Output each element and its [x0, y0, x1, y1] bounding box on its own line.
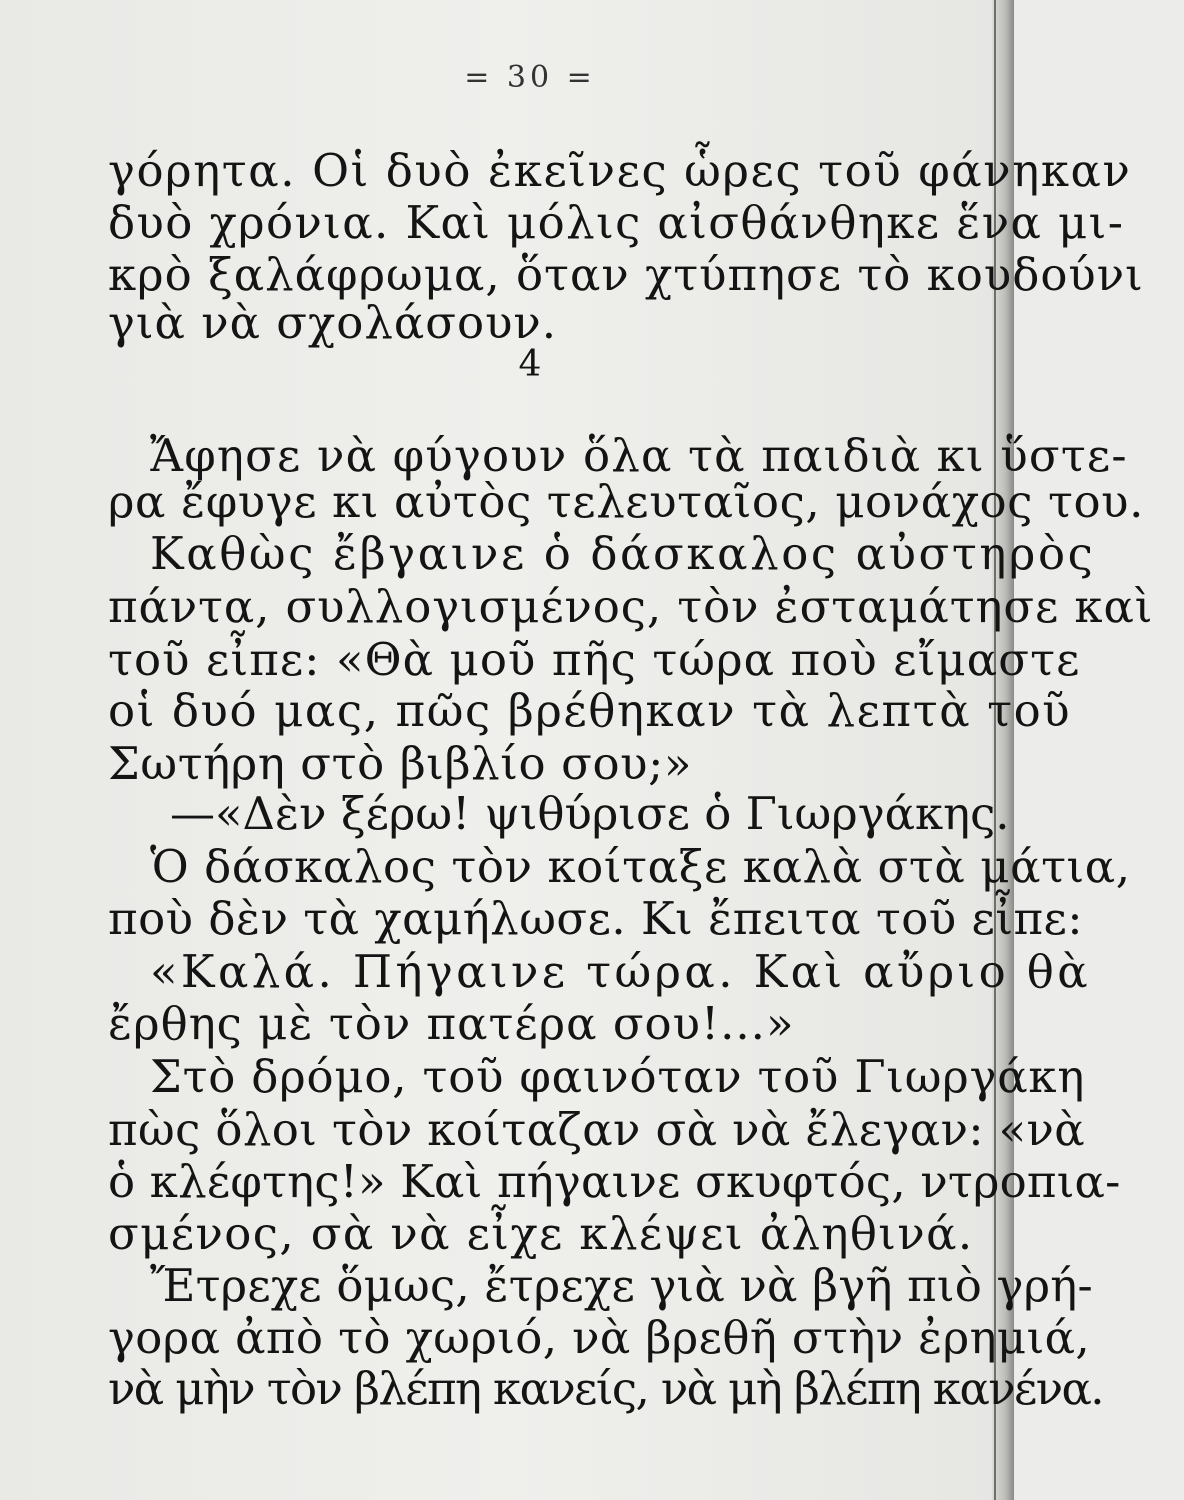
- text-line: —«Δὲν ξέρω! ψιθύρισε ὁ Γιωργάκης.: [170, 787, 1010, 840]
- page-number: = 30 =: [464, 60, 596, 95]
- text-line: οἱ δυό μας, πῶς βρέθηκαν τὰ λεπτὰ τοῦ: [108, 684, 1072, 737]
- text-line: πὼς ὅλοι τὸν κοίταζαν σὰ νὰ ἔλεγαν: «νὰ: [108, 1103, 1086, 1156]
- text-line: Ἔτρεχε ὅμως, ἔτρεχε γιὰ νὰ βγῆ πιὸ γρή-: [150, 1259, 1093, 1312]
- text-line: ρα ἔφυγε κι αὐτὸς τελευταῖος, μονάχος του.: [108, 475, 1145, 528]
- text-line: νὰ μὴν τὸν βλέπη κανείς, νὰ μὴ βλέπη κανένα.: [108, 1362, 1103, 1415]
- text-line: γιὰ νὰ σχολάσουν.: [108, 296, 558, 349]
- section-number: 4: [518, 344, 542, 385]
- text-line: γορα ἀπὸ τὸ χωριό, νὰ βρεθῆ στὴν ἐρημιά,: [108, 1311, 1091, 1364]
- text-line: ποὺ δὲν τὰ χαμήλωσε. Κι ἔπειτα τοῦ εἶπε:: [108, 892, 1084, 945]
- text-line: «Καλά. Πήγαινε τώρα. Καὶ αὔριο θὰ: [150, 945, 1092, 998]
- text-line: σμένος, σὰ νὰ εἶχε κλέψει ἀληθινά.: [108, 1207, 974, 1260]
- text-line: Σωτήρη στὸ βιβλίο σου;»: [108, 737, 692, 790]
- text-line: Καθὼς ἔβγαινε ὁ δάσκαλος αὐστηρὸς: [150, 527, 1096, 580]
- text-line: κρὸ ξαλάφρωμα, ὅταν χτύπησε τὸ κουδούνι: [108, 248, 1144, 301]
- text-line: ὁ κλέφτης!» Καὶ πήγαινε σκυφτός, ντροπια-: [108, 1155, 1121, 1208]
- text-line: Ὁ δάσκαλος τὸν κοίταξε καλὰ στὰ μάτια,: [150, 840, 1131, 893]
- text-line: τοῦ εἶπε: «Θὰ μοῦ πῆς τώρα ποὺ εἴμαστε: [108, 633, 1081, 686]
- text-line: ἔρθης μὲ τὸν πατέρα σου!...»: [108, 997, 795, 1050]
- text-line: Ἄφησε νὰ φύγουν ὅλα τὰ παιδιὰ κι ὕστε-: [150, 429, 1128, 482]
- text-line: γόρητα. Οἱ δυὸ ἐκεῖνες ὧρες τοῦ φάνηκαν: [108, 144, 1132, 197]
- text-line: Στὸ δρόμο, τοῦ φαινόταν τοῦ Γιωργάκη: [150, 1050, 1086, 1103]
- text-line: δυὸ χρόνια. Καὶ μόλις αἰσθάνθηκε ἕνα μι-: [108, 196, 1125, 249]
- text-line: πάντα, συλλογισμένος, τὸν ἐσταμάτησε καὶ: [108, 580, 1154, 633]
